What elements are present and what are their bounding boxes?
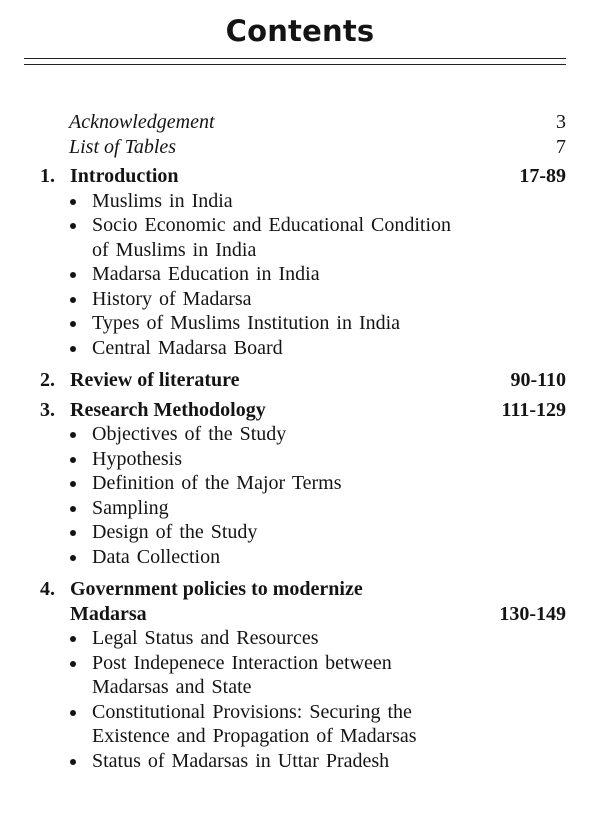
subitem-label: Madarsas and State: [92, 676, 252, 698]
chapter-pages: 111-129: [501, 398, 566, 421]
subitem-label: Constitutional Provisions: Securing the: [92, 700, 412, 723]
toc-subitem-continuation[interactable]: [0, 238, 600, 263]
toc-subitem[interactable]: [0, 287, 600, 312]
bullet-icon: [70, 457, 76, 463]
toc-subitem[interactable]: [0, 262, 600, 287]
bullet-icon: [70, 297, 76, 303]
subitem-label: Data Collection: [92, 545, 221, 568]
chapter-number: 3.: [40, 398, 55, 421]
title-rule-top: [24, 58, 566, 59]
subitem-label: Existence and Propagation of Madarsas: [92, 725, 417, 747]
toc-subitem[interactable]: [0, 496, 600, 521]
page-title: Contents: [225, 14, 375, 48]
toc-subitem[interactable]: [0, 447, 600, 472]
chapter-number: 2.: [40, 369, 55, 391]
bullet-icon: [70, 346, 76, 352]
bullet-icon: [70, 661, 76, 667]
toc-subitem-continuation[interactable]: [0, 724, 600, 749]
chapter-title: Review of literature: [70, 369, 240, 391]
toc-chapter-3[interactable]: [0, 398, 600, 423]
bullet-icon: [70, 759, 76, 765]
table-of-contents: [0, 110, 600, 773]
toc-subitem[interactable]: [0, 311, 600, 336]
toc-entry-page: 7: [556, 135, 566, 158]
toc-entry-title: Acknowledgement: [69, 111, 215, 133]
toc-subitem[interactable]: [0, 422, 600, 447]
toc-subitem[interactable]: [0, 189, 600, 214]
subitem-label: Status of Madarsas in Uttar Pradesh: [92, 749, 390, 772]
bullet-icon: [70, 710, 76, 716]
subitem-label: Types of Muslims Institution in India: [92, 312, 401, 334]
subitem-label: Sampling: [92, 496, 169, 519]
toc-entry-list-of-tables[interactable]: [0, 135, 600, 160]
toc-entry-title: List of Tables: [69, 135, 177, 158]
chapter-pages: 130-149: [499, 602, 566, 625]
toc-chapter-4[interactable]: [0, 577, 600, 602]
bullet-icon: [70, 530, 76, 536]
toc-entry-acknowledgement[interactable]: [0, 110, 600, 135]
toc-subitem[interactable]: [0, 626, 600, 651]
toc-subitem[interactable]: [0, 520, 600, 545]
bullet-icon: [70, 481, 76, 487]
subitem-label: Socio Economic and Educational Condition: [92, 214, 452, 236]
toc-subitem[interactable]: [0, 651, 600, 676]
bullet-icon: [70, 223, 76, 229]
subitem-label: Definition of the Major Terms: [92, 472, 342, 494]
subitem-label: Design of the Study: [92, 521, 258, 543]
toc-chapter-1[interactable]: [0, 164, 600, 189]
subitem-label: Central Madarsa Board: [92, 336, 283, 359]
toc-subitem[interactable]: [0, 471, 600, 496]
toc-chapter-4-continuation[interactable]: [0, 602, 600, 627]
toc-subitem-continuation[interactable]: [0, 675, 600, 700]
toc-subitem[interactable]: [0, 213, 600, 238]
chapter-number: 1.: [40, 165, 55, 187]
subitem-label: of Muslims in India: [92, 238, 257, 261]
bullet-icon: [70, 506, 76, 512]
subitem-label: Legal Status and Resources: [92, 627, 319, 649]
toc-subitem[interactable]: [0, 749, 600, 774]
toc-subitem[interactable]: [0, 336, 600, 361]
toc-subitem[interactable]: [0, 545, 600, 570]
bullet-icon: [70, 555, 76, 561]
title-rule-bottom: [24, 64, 566, 65]
subitem-label: History of Madarsa: [92, 287, 252, 310]
toc-subitem[interactable]: [0, 700, 600, 725]
toc-entry-page: 3: [556, 111, 566, 133]
chapter-pages: 90-110: [510, 369, 566, 391]
chapter-pages: 17-89: [519, 165, 566, 187]
subitem-label: Post Indepenece Interaction between: [92, 651, 392, 674]
chapter-title: Government policies to modernize: [70, 578, 363, 600]
bullet-icon: [70, 432, 76, 438]
bullet-icon: [70, 272, 76, 278]
subitem-label: Muslims in India: [92, 189, 233, 212]
bullet-icon: [70, 636, 76, 642]
subitem-label: Madarsa Education in India: [92, 263, 320, 285]
subitem-label: Hypothesis: [92, 447, 182, 470]
subitem-label: Objectives of the Study: [92, 423, 287, 445]
toc-chapter-2[interactable]: [0, 368, 600, 393]
chapter-number: 4.: [40, 578, 55, 600]
chapter-title: Research Methodology: [70, 398, 266, 421]
chapter-title: Introduction: [70, 165, 179, 187]
chapter-title-continuation: Madarsa: [70, 602, 147, 625]
bullet-icon: [70, 199, 76, 205]
bullet-icon: [70, 321, 76, 327]
